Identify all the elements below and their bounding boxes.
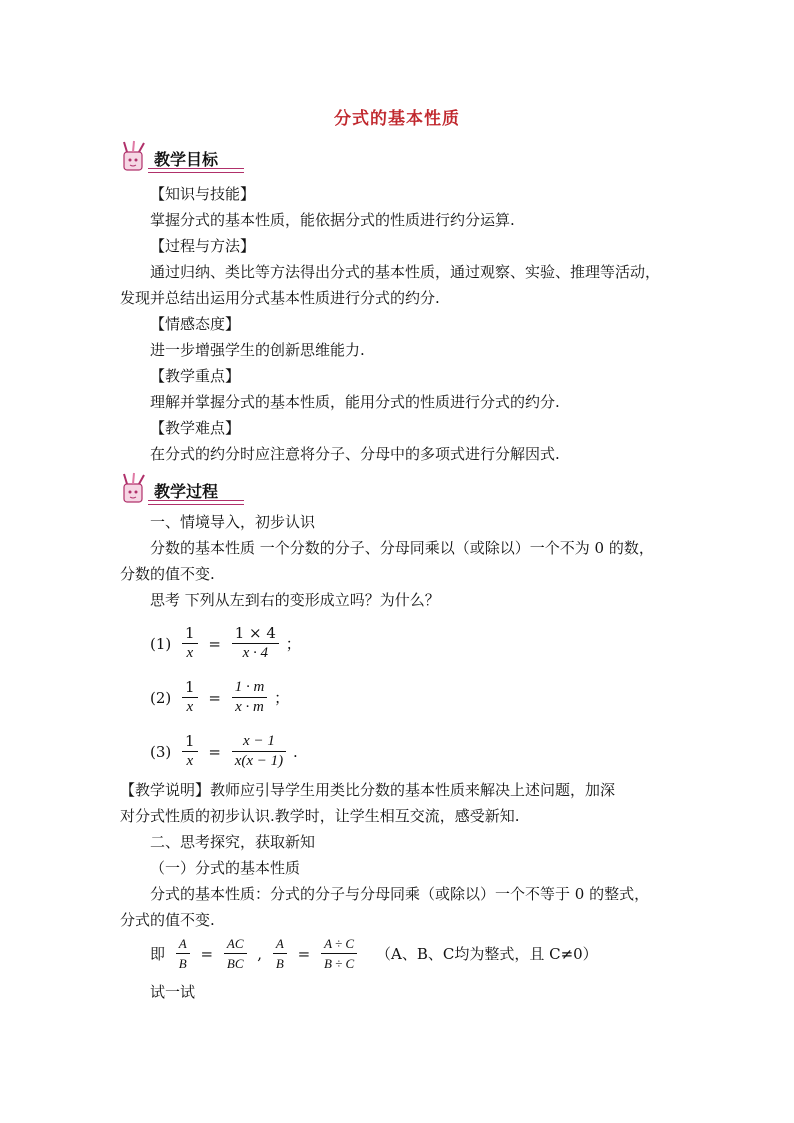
equation-2: (2) $\frac{1}{x}$ = $\frac{1 \cdot m}{x \cdot m}$ ； [150, 678, 290, 715]
equation-index: (1) [150, 634, 172, 653]
fraction-denominator: x(x − 1) [234, 753, 284, 769]
fraction-denominator: B ÷ C [323, 956, 355, 971]
teaching-note-2: 对分式性质的初步认识.教学时，让学生相互交流，感受新知. [120, 807, 520, 825]
property-statement-2: 分式的值不变. [120, 911, 215, 929]
fraction-numerator: 1 [182, 678, 198, 698]
equation-3: (3) $\frac{1}{x}$ = $\frac{x - 1}{x(x - 1)}$ . [150, 732, 298, 769]
section-title-process: 教学过程 [154, 482, 219, 501]
page-title: 分式的基本性质 [334, 109, 460, 129]
pencil-cup-icon [118, 140, 152, 174]
fraction-numerator: AC [224, 934, 247, 954]
step-2-heading: 二、思考探究，获取新知 [150, 833, 316, 851]
fraction-numerator: A [273, 934, 287, 954]
fraction-denominator: B [275, 956, 284, 971]
fraction-numerator: 1 × 4 [232, 624, 279, 644]
think-question: 思考 下列从左到右的变形成立吗？为什么？ [150, 591, 440, 609]
step-1-heading: 一、情境导入，初步认识 [150, 513, 316, 531]
fraction-denominator: x [186, 753, 194, 769]
attitude-heading: 【情感态度】 [150, 315, 241, 333]
formula-condition: （A、B、C均为整式，且 C≠0） [375, 945, 598, 963]
subsection-1-heading: （一）分式的基本性质 [150, 859, 301, 877]
section-title-goals: 教学目标 [154, 150, 219, 169]
fraction-numerator: 1 [182, 624, 198, 644]
pencil-cup-icon [118, 472, 152, 506]
section-underline [148, 168, 244, 173]
knowledge-text: 掌握分式的基本性质，能依据分式的性质进行约分运算. [150, 211, 515, 229]
equation-1: (1) $\frac{1}{x}$ = $\frac{1 \times 4}{x \cdot 4}$ ； [150, 624, 301, 661]
fraction-denominator: x · 4 [242, 645, 269, 661]
equation-index: (2) [150, 688, 172, 707]
section-header-process [118, 472, 248, 508]
knowledge-heading: 【知识与技能】 [150, 185, 256, 203]
teaching-note-1: 【教学说明】教师应引导学生用类比分数的基本性质来解决上述问题，加深 [120, 781, 616, 799]
fraction-denominator: B [178, 956, 187, 971]
fraction-numerator: A ÷ C [321, 934, 357, 954]
fraction-numerator: A [176, 934, 190, 954]
equation-end: . [292, 742, 298, 761]
section-header-goals [118, 140, 248, 176]
fraction-property-1: 分数的基本性质 一个分数的分子、分母同乘以（或除以）一个不为 0 的数， [150, 539, 654, 557]
property-statement-1: 分式的基本性质：分式的分子与分母同乘（或除以）一个不等于 0 的整式， [150, 885, 650, 903]
section-underline [148, 500, 244, 505]
fraction-denominator: BC [226, 956, 244, 971]
fraction-property-2: 分数的值不变. [120, 565, 215, 583]
try-it-heading: 试一试 [150, 983, 196, 1001]
method-heading: 【过程与方法】 [150, 237, 256, 255]
equation-end: ； [274, 689, 290, 707]
fraction-denominator: x [186, 699, 194, 715]
method-text-1: 通过归纳、类比等方法得出分式的基本性质，通过观察、实验、推理等活动， [150, 263, 661, 281]
formula-lead: 即 [150, 945, 166, 963]
fraction-numerator: 1 [182, 732, 198, 752]
equation-end: ； [285, 635, 301, 653]
difficulty-text: 在分式的约分时应注意将分子、分母中的多项式进行分解因式. [150, 445, 560, 463]
attitude-text: 进一步增强学生的创新思维能力. [150, 341, 365, 359]
fraction-denominator: x [186, 645, 194, 661]
fraction-numerator: x − 1 [232, 732, 286, 752]
difficulty-heading: 【教学难点】 [150, 419, 241, 437]
key-point-heading: 【教学重点】 [150, 367, 241, 385]
key-point-text: 理解并掌握分式的基本性质，能用分式的性质进行分式的约分. [150, 393, 560, 411]
equation-index: (3) [150, 742, 172, 761]
fraction-numerator: 1 · m [232, 678, 268, 698]
method-text-2: 发现并总结出运用分式基本性质进行分式的约分. [120, 289, 440, 307]
fraction-denominator: x · m [235, 699, 264, 715]
property-formula: 即 $\frac{A}{B}$ = $\frac{AC}{BC}$ , $\frac{A}{B}$ = $\frac{A \div C}{B \div C}$ （A、B、C均为整式，且 C≠0） [150, 936, 598, 971]
